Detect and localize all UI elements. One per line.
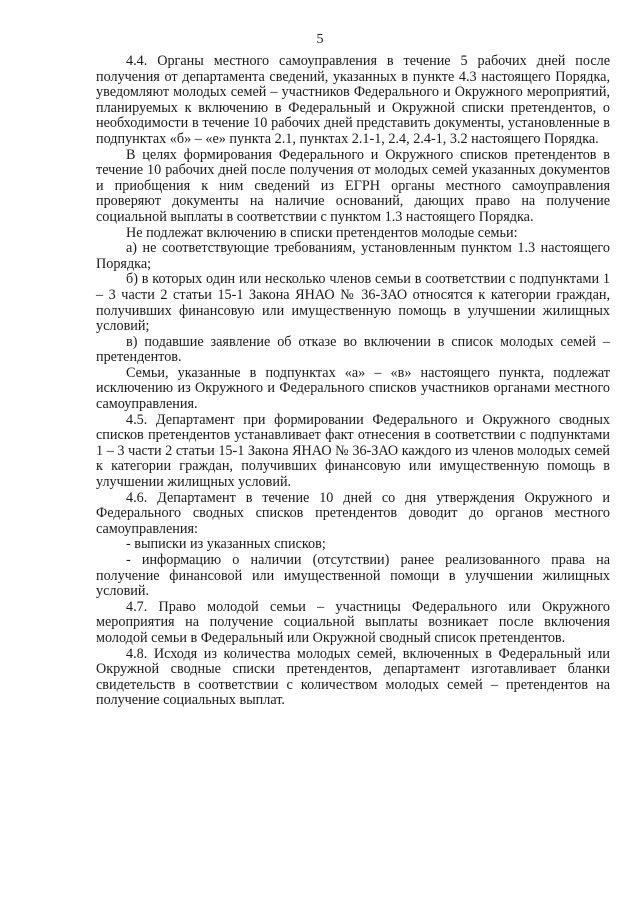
paragraph-4-5: 4.5. Департамент при формировании Федерального и Окружного сводных списков претендентов устанавливает факт отнесения в соответствии с подпунктами 1 – 3 части 2 статьи 15-1 Закона ЯНАО № 36-ЗАО каждого из членов молодых семей к категории граждан, получивших финансовую или имущественную помощь в улучшении жилищных условий. — [96, 411, 610, 491]
paragraph-4-6: 4.6. Департамент в течение 10 дней со дня утверждения Окружного и Федерального сводных списков претендентов доводит до органов местного самоуправления: — [96, 489, 610, 537]
page-number: 5 — [316, 32, 324, 47]
list-item-extracts: - выписки из указанных списков; — [126, 536, 326, 553]
list-item-information: - информацию о наличии (отсутствии) ранее реализованного права на получение финансовой или имущественной помощи в улучшении жилищных условий. — [96, 552, 610, 600]
paragraph-not-included-intro: Не подлежат включению в списки претендентов молодые семьи: — [126, 224, 518, 241]
list-item-b: б) в которых один или несколько членов семьи в соответствии с подпунктами 1 – 3 части 2 статьи 15-1 Закона ЯНАО № 36-ЗАО относятся к категории граждан, получивших финансовую или имущественную помощь в улучшении жилищных условий; — [96, 271, 610, 335]
paragraph-formation-check: В целях формирования Федерального и Окружного списков претендентов в течение 10 рабочих дней после получения от молодых семей указанных документов и приобщения к ним сведений из ЕГРН органы местного самоуправления проверяют документы на наличие оснований, дающих право на получение социальной выплаты в соответствии с пунктом 1.3 настоящего Порядка. — [96, 146, 610, 225]
paragraph-4-7: 4.7. Право молодой семьи – участницы Федерального или Окружного мероприятия на получение социальной выплаты возникает после включения молодой семьи в Федеральный или Окружной сводный список претендентов. — [96, 598, 610, 646]
document-body — [96, 54, 610, 709]
list-item-v: в) подавшие заявление об отказе во включении в список молодых семей – претендентов. — [96, 333, 610, 366]
paragraph-4-8: 4.8. Исходя из количества молодых семей, включенных в Федеральный или Окружной сводные списки претендентов, департамент изготавливает бланки свидетельств в соответствии с количеством молодых семей – претендентов на получение социальных выплат. — [96, 645, 610, 709]
paragraph-exclusion: Семьи, указанные в подпунктах «а» – «в» настоящего пункта, подлежат исключению из Окружного и Федерального списков участников органами местного самоуправления. — [96, 364, 610, 413]
paragraph-4-4: 4.4. Органы местного самоуправления в течение 5 рабочих дней после получения от департамента сведений, указанных в пункте 4.3 настоящего Порядка, уведомляют молодых семей – участников Федерального и Окружного мероприятий, планируемых к включению в Федеральный и Окружной списки претендентов, о необходимости в течение 10 рабочих дней представить документы, установленные в подпунктах «б» – «е» пункта 2.1, пунктах 2.1-1, 2.4, 2.4-1, 3.2 настоящего Порядка. — [96, 53, 610, 147]
list-item-a: а) не соответствующие требованиям, установленным пунктом 1.3 настоящего Порядка; — [96, 240, 610, 272]
